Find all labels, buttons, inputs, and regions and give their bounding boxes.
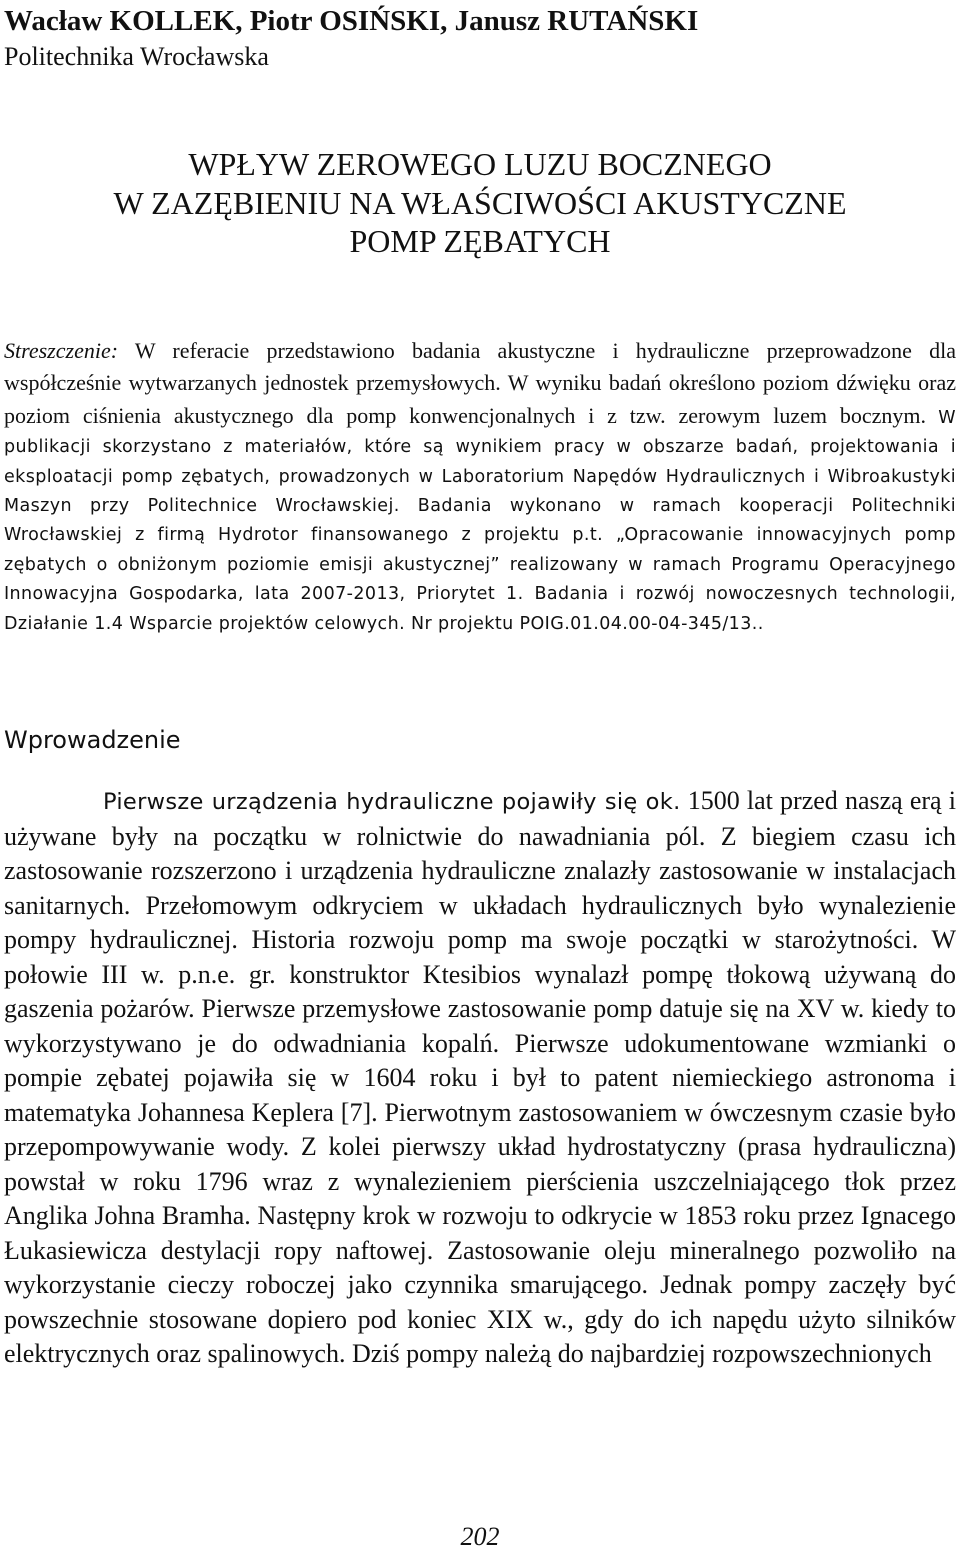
body-paragraph xyxy=(4,784,956,1372)
title-line-2: W ZAZĘBIENIU NA WŁAŚCIWOŚCI AKUSTYCZNE xyxy=(113,184,847,221)
abstract xyxy=(4,336,956,639)
page-number: 202 xyxy=(460,1522,500,1551)
title-line-3: POMP ZĘBATYCH xyxy=(349,223,611,259)
authors: Wacław KOLLEK, Piotr OSIŃSKI, Janusz RUTAŃSKI xyxy=(4,5,699,37)
section-heading: Wprowadzenie xyxy=(4,726,181,754)
abstract-text-part1: W referacie przedstawiono badania akustyczne i hydrauliczne przeprowadzone dla współcześnie wytwarzanych jednostek przemysłowych. W wyniku badań określono poziom dźwięku oraz poziom ciśnienia akustycznego dla pomp konwencjonalnych i z tzw. zerowym luzem bocznym. xyxy=(4,338,956,428)
body-text-main: 1500 lat przed naszą erą i używane były na początku w rolnictwie do nawadniania pól. Z biegiem czasu ich zastosowanie rozszerzono i urządzenia hydrauliczne znalazły zastosowanie w instalacjach sanitarnych. Przełomowym odkryciem w układach hydraulicznych było wynalezienie pompy hydraulicznej. Historia rozwoju pomp ma swoje początki w starożytności. W połowie III w. p.n.e. gr. konstruktor Ktesibios wynalazł pompę tłokową używaną do gaszenia pożarów. Pierwsze przemysłowe zastosowanie pomp datuje się na XV w. kiedy to wykorzystywano je do odwadniania kopalń. Pierwsze udokumentowane wzmianki o pompie zębatej pojawiła się w 1604 roku i był to patent niemieckiego astronoma i matematyka Johannesa Keplera [7]. Pierwotnym zastosowaniem w ówczesnym czasie było przepompowywanie wody. Z kolei pierwszy układ hydrostatyczny (prasa hydrauliczna) powstał w roku 1796 wraz z wynalezieniem pierścienia uszczelniającego tłok przez Anglika Johna Bramha. Następny krok w rozwoju to odkrycie w 1853 roku przez Ignacego Łukasiewicza destylacji ropy naftowej. Zastosowanie oleju mineralnego pozwoliło na wykorzystanie cieczy roboczej jako czynnika smarującego. Jednak pompy zaczęły być powszechnie stosowane dopiero pod koniec XIX w., gdy do ich napędu użyto silników elektrycznych oraz spalinowych. Dziś pompy należą do najbardziej rozpowszechnionych xyxy=(4,786,956,1368)
body-text-lead: Pierwsze urządzenia hydrauliczne pojawiły się ok. xyxy=(103,789,681,815)
abstract-paragraph xyxy=(4,336,956,639)
affiliation: Politechnika Wrocławska xyxy=(4,42,269,71)
abstract-text-part2: W publikacji skorzystano z materiałów, które są wynikiem pracy w obszarze badań, projektowania i eksploatacji pomp zębatych, prowadzonych w Laboratorium Napędów Hydraulicznych i Wibroakustyki Maszyn przy Politechnice Wrocławskiej. Badania wykonano w ramach kooperacji Politechniki Wrocławskiej z firmą Hydrotor finansowanego z projektu p.t. „Opracowanie innowacyjnych pomp zębatych o obniżonym poziomie emisji akustycznej” realizowany w ramach Programu Operacyjnego Innowacyjna Gospodarka, lata 2007-2013, Priorytet 1. Badania i rozwój nowoczesnych technologii, Działanie 1.4 Wsparcie projektów celowych. Nr projektu POIG.01.04.00-04-345/13.. xyxy=(4,407,956,634)
body-text xyxy=(4,784,956,1372)
title-line-1: WPŁYW ZEROWEGO LUZU BOCZNEGO xyxy=(188,146,772,182)
abstract-label: Streszczenie: xyxy=(4,338,119,363)
paper-title xyxy=(4,145,956,261)
